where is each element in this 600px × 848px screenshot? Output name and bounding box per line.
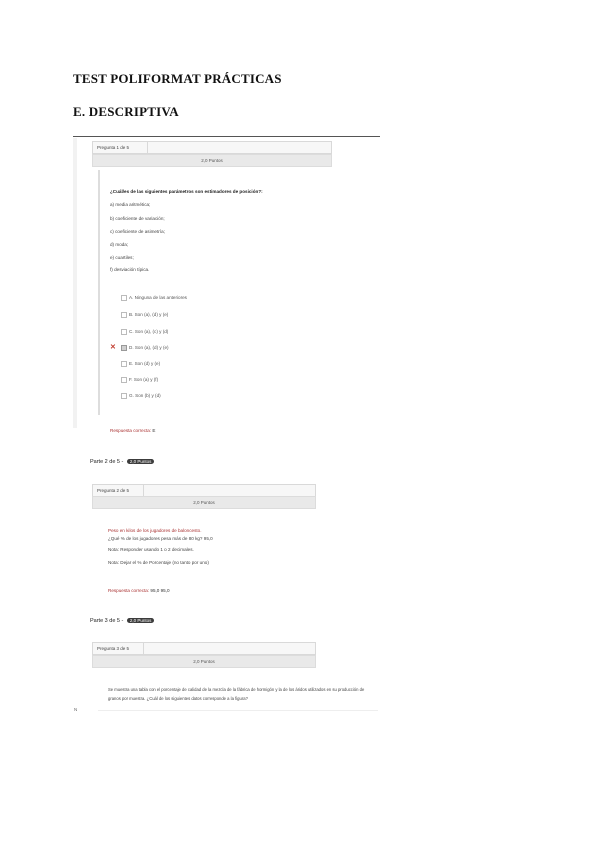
question1-tab[interactable]: Pregunta 1 de 5 [97,145,130,150]
question2-line: Nota: Dejar el % de Porcentaje (no tanto por uno) [108,560,209,565]
option-checkbox[interactable] [121,312,127,318]
option-label: A. Ninguna de las anteriores [129,295,187,300]
part2-header [90,459,154,465]
option-checkbox-selected[interactable] [121,345,127,351]
page-marker: N [74,707,78,712]
question2-tab[interactable]: Pregunta 2 de 5 [97,488,130,493]
option-label: C. Son (a), (c) y (d) [129,329,169,334]
question1-tabbar [92,141,332,154]
question1-statement: c) coeficiente de asimetría; [110,229,165,234]
part3-title: Parte 3 de 5 - [90,618,124,624]
tab-divider [143,643,144,654]
question2-line: Nota: Responder usando 1 o 2 decimales. [108,547,194,552]
option-label: B. Son (a), (d) y (e) [129,312,169,317]
option-label: D. Son (a), (d) y (e) [129,345,169,350]
question2-line: ¿Qué % de los jugadores pesa más de 80 kg? 95,0 [108,536,213,541]
option-label: G. Son (b) y (d) [129,393,161,398]
answer-value: E [152,428,156,433]
question1-statement: d) moda; [110,242,129,247]
question1-points: 2,0 Puntos [201,158,223,163]
question3-tab[interactable]: Pregunta 3 de 5 [97,646,130,651]
part3-header [90,618,154,624]
document-subtitle: E. DESCRIPTIVA [73,104,179,119]
question2-points: 2,0 Puntos [193,500,215,505]
question1-statement: f) desviación típica. [110,267,150,272]
answer-label: Respuesta correcta: [108,588,150,593]
part3-points-badge: 2,0 Puntos [127,618,155,623]
question1-statement: e) cuartiles; [110,255,134,260]
question1-points-bar [92,154,332,167]
option-checkbox[interactable] [121,329,127,335]
question2-correct-answer [108,588,170,593]
screenshot-left-strip [73,138,77,428]
option-checkbox[interactable] [121,295,127,301]
option-checkbox[interactable] [121,393,127,399]
question1-statement: a) media aritmética; [110,202,151,207]
answer-value: 95,0 95,0 [150,588,170,593]
question3-line: granos por muestra. ¿Cuál de los siguientes datos corresponde a la figura? [108,696,248,701]
title-rule [73,136,380,137]
question3-points: 2,0 Puntos [193,659,215,664]
part2-title: Parte 2 de 5 - [90,459,124,465]
incorrect-x-icon: ✕ [110,344,116,351]
option-checkbox[interactable] [121,361,127,367]
document-title: TEST POLIFORMAT PRÁCTICAS [73,71,282,86]
question3-line: Se muestra una tabla con el porcentaje de calidad de la mezcla de la fábrica de hormigón y la de los áridos utilizados en su producción de [108,687,365,692]
question1-statement: b) coeficiente de variación; [110,216,165,221]
part2-points-badge: 2,0 Puntos [127,459,155,464]
question1-prompt: ¿Cuál/es de las siguientes parámetros son estimadores de posición?: [110,189,263,194]
question2-points-bar [92,496,316,509]
question3-tabbar [92,642,316,655]
option-label: E. Son (d) y (e) [129,361,161,366]
question2-context: Peso en kilos de los jugadores de baloncesto. [108,528,202,533]
tab-divider [143,485,144,496]
option-label: F. Son (a) y (f) [129,377,159,382]
answer-label: Respuesta correcta: [110,428,152,433]
screenshot-bottom-rule [98,710,378,711]
tab-divider [147,142,148,153]
question3-points-bar [92,655,316,668]
option-checkbox[interactable] [121,377,127,383]
question1-correct-answer [110,428,155,433]
